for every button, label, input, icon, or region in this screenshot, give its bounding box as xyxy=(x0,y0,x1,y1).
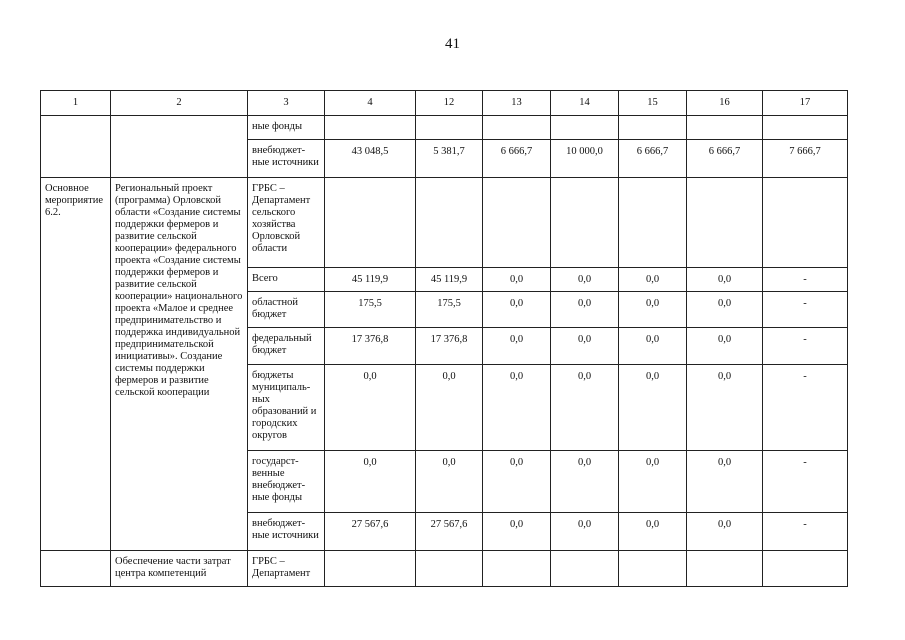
value-cell: 0,0 xyxy=(483,292,551,328)
value-cell xyxy=(551,116,619,140)
value-cell: 6 666,7 xyxy=(687,140,763,178)
funding-source-cell: областной бюджет xyxy=(248,292,325,328)
header-cell: 15 xyxy=(619,91,687,116)
value-cell: 0,0 xyxy=(619,292,687,328)
header-row xyxy=(41,91,848,116)
value-cell: 0,0 xyxy=(619,268,687,292)
value-cell xyxy=(325,116,416,140)
value-cell: 0,0 xyxy=(687,513,763,551)
funding-source-cell: внебюджет-ные источники xyxy=(248,513,325,551)
header-cell: 2 xyxy=(111,91,248,116)
value-cell xyxy=(483,178,551,268)
value-cell: 0,0 xyxy=(687,268,763,292)
value-cell: - xyxy=(763,513,848,551)
value-cell: 175,5 xyxy=(325,292,416,328)
empty-cell xyxy=(111,116,248,178)
value-cell: 27 567,6 xyxy=(325,513,416,551)
header-cell: 3 xyxy=(248,91,325,116)
value-cell xyxy=(483,551,551,587)
value-cell: 0,0 xyxy=(483,451,551,513)
header-cell: 14 xyxy=(551,91,619,116)
value-cell: 0,0 xyxy=(325,365,416,451)
value-cell: - xyxy=(763,365,848,451)
value-cell xyxy=(416,178,483,268)
header-cell: 1 xyxy=(41,91,111,116)
value-cell xyxy=(416,116,483,140)
funding-source-cell: внебюджет-ные источники xyxy=(248,140,325,178)
table-row xyxy=(41,551,848,587)
value-cell xyxy=(551,551,619,587)
value-cell: 0,0 xyxy=(551,513,619,551)
value-cell xyxy=(416,551,483,587)
budget-table xyxy=(40,90,848,587)
value-cell: 0,0 xyxy=(325,451,416,513)
value-cell xyxy=(619,178,687,268)
value-cell: 45 119,9 xyxy=(325,268,416,292)
value-cell: 0,0 xyxy=(551,328,619,365)
funding-source-cell: государст-венные внебюджет-ные фонды xyxy=(248,451,325,513)
value-cell: 6 666,7 xyxy=(619,140,687,178)
funding-source-cell: ные фонды xyxy=(248,116,325,140)
value-cell: - xyxy=(763,328,848,365)
value-cell: 0,0 xyxy=(483,365,551,451)
funding-source-cell: ГРБС – Департамент сельского хозяйства Орловской области xyxy=(248,178,325,268)
funding-source-cell: ГРБС – Департамент xyxy=(248,551,325,587)
funding-source-cell: бюджеты муниципаль-ных образований и городских округов xyxy=(248,365,325,451)
value-cell: 17 376,8 xyxy=(416,328,483,365)
value-cell: 43 048,5 xyxy=(325,140,416,178)
funding-source-cell: федеральный бюджет xyxy=(248,328,325,365)
header-cell: 12 xyxy=(416,91,483,116)
funding-source-cell: Всего xyxy=(248,268,325,292)
empty-cell xyxy=(41,551,111,587)
value-cell: 0,0 xyxy=(416,365,483,451)
measure-description-cell: Обеспечение части затрат центра компетенций xyxy=(111,551,248,587)
value-cell: 0,0 xyxy=(687,451,763,513)
value-cell: 0,0 xyxy=(619,513,687,551)
value-cell: 0,0 xyxy=(687,292,763,328)
value-cell: 27 567,6 xyxy=(416,513,483,551)
value-cell xyxy=(551,178,619,268)
value-cell: 0,0 xyxy=(483,268,551,292)
value-cell xyxy=(763,116,848,140)
table-row xyxy=(41,178,848,268)
header-cell: 13 xyxy=(483,91,551,116)
value-cell xyxy=(325,178,416,268)
page-number: 41 xyxy=(445,36,460,52)
value-cell: 5 381,7 xyxy=(416,140,483,178)
value-cell: 0,0 xyxy=(619,328,687,365)
value-cell xyxy=(763,178,848,268)
value-cell xyxy=(687,551,763,587)
value-cell: 0,0 xyxy=(619,451,687,513)
value-cell: 17 376,8 xyxy=(325,328,416,365)
value-cell: 0,0 xyxy=(551,365,619,451)
value-cell: 6 666,7 xyxy=(483,140,551,178)
value-cell: 0,0 xyxy=(416,451,483,513)
header-cell: 4 xyxy=(325,91,416,116)
value-cell: - xyxy=(763,292,848,328)
table-row xyxy=(41,116,848,140)
empty-cell xyxy=(41,116,111,178)
value-cell: - xyxy=(763,268,848,292)
measure-description-cell: Региональный проект (программа) Орловской области «Создание системы поддержки фермеров и развитие сельской кооперации» федерального проекта «Создание системы поддержки фермеров и развитие сельской кооперации» национального проекта «Малое и среднее предпринимательство и поддержка индивидуальной предпринимательской инициативы». Создание системы поддержки фермеров и развитие сельской кооперации xyxy=(111,178,248,551)
value-cell xyxy=(619,116,687,140)
value-cell: 0,0 xyxy=(687,328,763,365)
value-cell: 175,5 xyxy=(416,292,483,328)
value-cell: 0,0 xyxy=(551,451,619,513)
value-cell: 0,0 xyxy=(551,292,619,328)
value-cell: 0,0 xyxy=(687,365,763,451)
value-cell: 0,0 xyxy=(551,268,619,292)
value-cell xyxy=(687,116,763,140)
header-cell: 17 xyxy=(763,91,848,116)
value-cell: 0,0 xyxy=(483,513,551,551)
value-cell: 0,0 xyxy=(483,328,551,365)
header-cell: 16 xyxy=(687,91,763,116)
value-cell xyxy=(687,178,763,268)
value-cell xyxy=(483,116,551,140)
value-cell xyxy=(325,551,416,587)
value-cell: 45 119,9 xyxy=(416,268,483,292)
value-cell: 7 666,7 xyxy=(763,140,848,178)
value-cell: 0,0 xyxy=(619,365,687,451)
value-cell xyxy=(763,551,848,587)
value-cell xyxy=(619,551,687,587)
measure-code-cell: Основное мероприятие 6.2. xyxy=(41,178,111,551)
value-cell: - xyxy=(763,451,848,513)
value-cell: 10 000,0 xyxy=(551,140,619,178)
